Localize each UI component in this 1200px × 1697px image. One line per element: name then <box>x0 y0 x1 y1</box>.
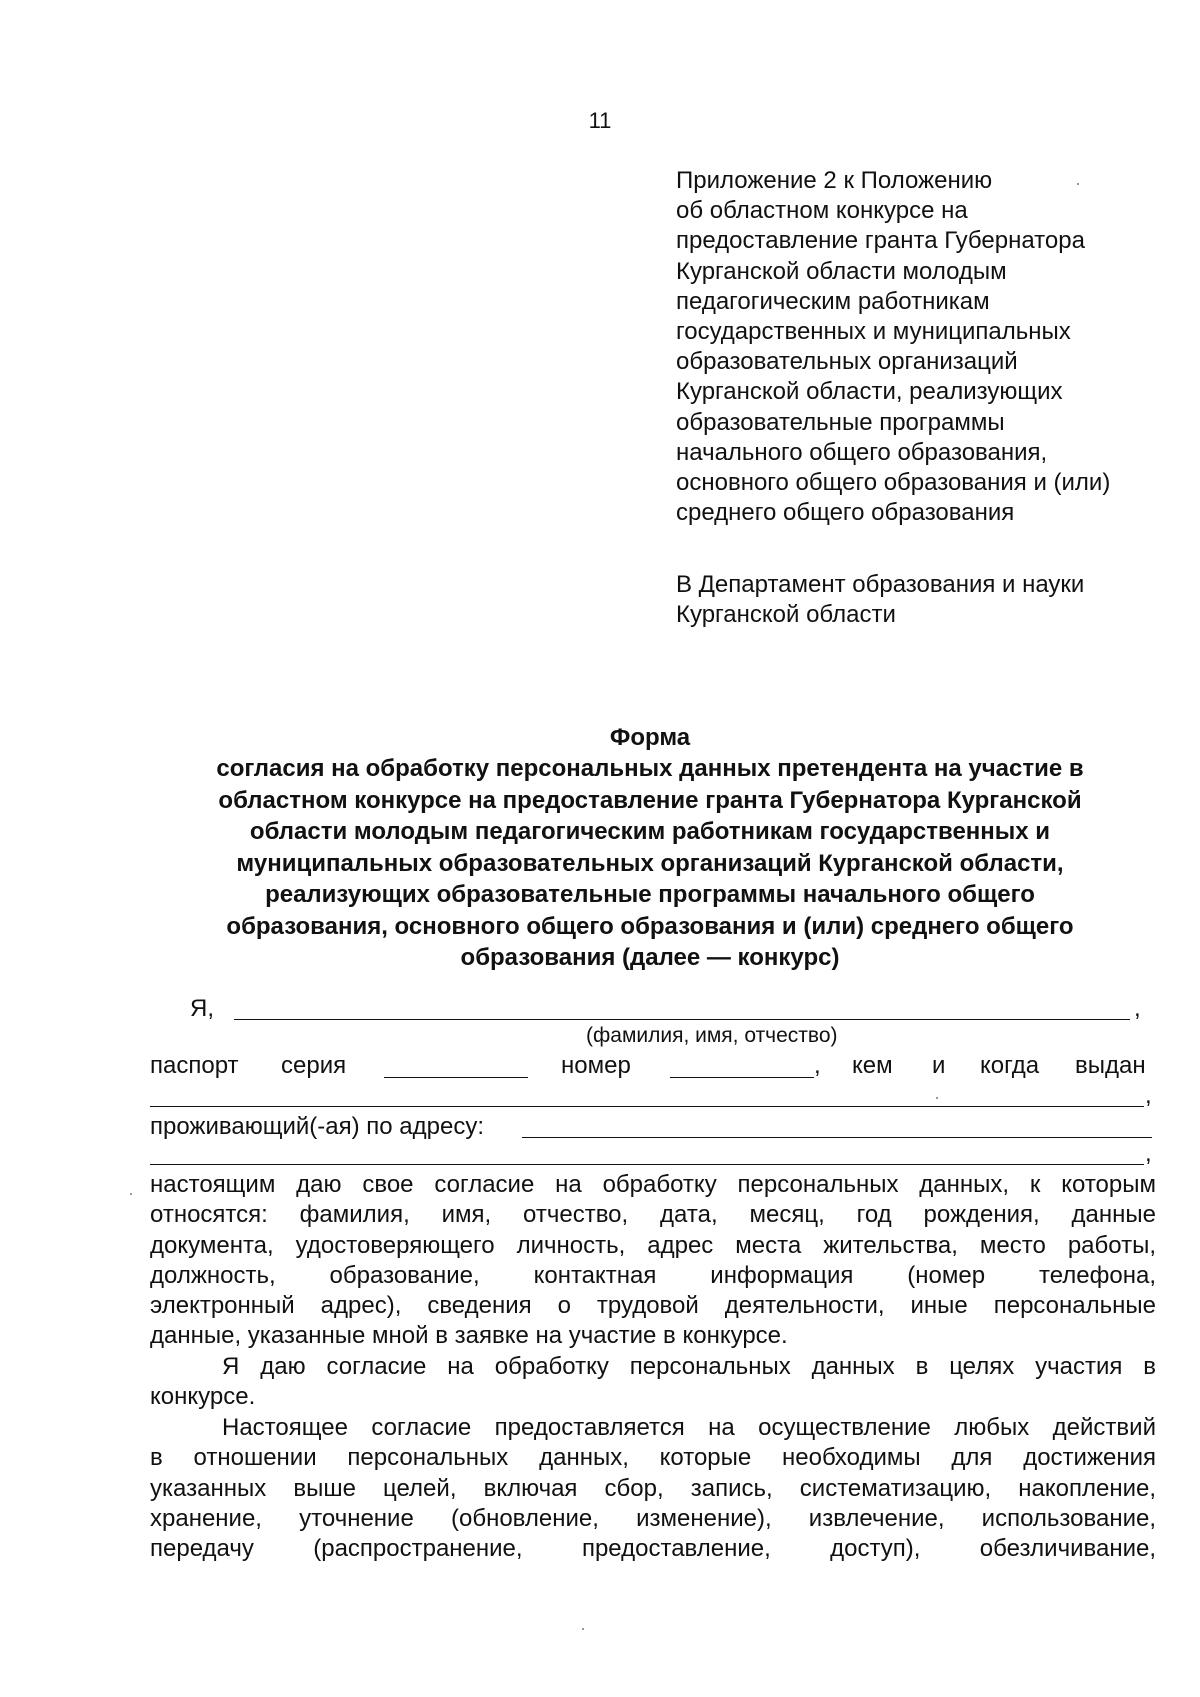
appendix-line: Курганской области молодым <box>676 257 1007 285</box>
scan-speck <box>582 1628 584 1630</box>
paragraph-line: настоящим даю свое согласие на обработку персональных данных, к которым <box>150 1171 1156 1198</box>
form-subtitle <box>150 753 1150 974</box>
series-input-line[interactable] <box>384 1077 528 1078</box>
paragraph-line: хранение, уточнение (обновление, изменение), извлечение, использование, <box>150 1504 1156 1532</box>
appendix-line: предоставление гранта Губернатора <box>676 227 1085 255</box>
series-label: серия <box>281 1052 347 1079</box>
appendix-line: об областном конкурсе на <box>676 197 968 225</box>
paragraph-line: электронный адрес), сведения о трудовой деятельности, иные персональные <box>150 1292 1156 1320</box>
appendix-header <box>676 166 1176 528</box>
subtitle-line: образования (далее — конкурс) <box>460 944 840 971</box>
issued-by-input-line[interactable] <box>150 1106 1144 1107</box>
paragraph-line: Настоящее согласие предоставляется на осуществление любых действий <box>222 1414 1156 1441</box>
addressee-line: В Департамент образования и науки <box>676 571 1085 598</box>
purpose-paragraph <box>150 1352 1156 1413</box>
when-label: когда <box>980 1052 1040 1079</box>
subtitle-line: реализующих образовательные программы начального общего <box>265 881 1035 908</box>
appendix-line: педагогическим работникам <box>676 287 990 315</box>
paragraph-line: данные, указанные мной в заявке на участие в конкурсе. <box>150 1322 788 1350</box>
appendix-line: образовательных организаций <box>676 348 1018 376</box>
addressee-line: Курганской области <box>676 601 896 628</box>
form-title: Форма <box>609 724 691 751</box>
subtitle-line: образования, основного общего образования и (или) среднего общего <box>226 912 1074 940</box>
comma: , <box>1134 995 1141 1022</box>
appendix-line: начального общего образования, <box>676 438 1048 466</box>
comma: , <box>814 1052 821 1079</box>
fio-hint: (фамилия, имя, отчество) <box>586 1024 838 1047</box>
kem-label: кем <box>852 1052 893 1079</box>
appendix-line: образовательные программы <box>676 408 1005 436</box>
scan-speck <box>1077 183 1079 185</box>
consent-paragraph <box>150 1170 1156 1352</box>
appendix-line: основного общего образования и (или) <box>676 469 1111 497</box>
i-label: Я, <box>190 995 214 1022</box>
scan-speck <box>130 1193 132 1195</box>
number-label: номер <box>561 1052 631 1079</box>
paragraph-line: в отношении персональных данных, которые необходимы для достижения <box>150 1444 1156 1472</box>
comma: , <box>1145 1140 1152 1167</box>
comma: , <box>1145 1082 1152 1109</box>
paragraph-line: Я даю согласие на обработку персональных данных в целях участия в <box>222 1353 1156 1380</box>
number-input-line[interactable] <box>670 1077 814 1078</box>
passport-label: паспорт <box>150 1052 239 1079</box>
page-number: 11 <box>588 108 612 133</box>
paragraph-line: должность, образование, контактная информация (номер телефона, <box>150 1261 1156 1289</box>
address-input-line[interactable] <box>522 1137 1152 1138</box>
paragraph-line: передачу (распространение, предоставление, доступ), обезличивание, <box>150 1535 1156 1563</box>
appendix-line: государственных и муниципальных <box>676 318 1071 346</box>
issued-label: выдан <box>1075 1052 1146 1079</box>
scan-speck <box>936 1097 938 1099</box>
appendix-line: среднего общего образования <box>676 499 1015 527</box>
subtitle-line: муниципальных образовательных организаций Курганской области, <box>236 849 1064 877</box>
addressee <box>676 570 1176 630</box>
address-continuation-line[interactable] <box>150 1164 1144 1165</box>
address-label: проживающий(-ая) по адресу: <box>150 1113 484 1140</box>
paragraph-line: относятся: фамилия, имя, отчество, дата, месяц, год рождения, данные <box>150 1201 1156 1229</box>
appendix-line: Приложение 2 к Положению <box>676 167 993 194</box>
subtitle-line: областном конкурсе на предоставление гранта Губернатора Курганской <box>218 786 1082 814</box>
actions-paragraph <box>150 1413 1156 1564</box>
and-label: и <box>932 1052 946 1079</box>
subtitle-line: согласия на обработку персональных данных претендента на участие в <box>216 755 1084 782</box>
subtitle-line: области молодым педагогическим работникам государственных и <box>249 818 1051 845</box>
paragraph-line: указанных выше целей, включая сбор, запись, систематизацию, накопление, <box>150 1474 1156 1502</box>
paragraph-line: конкурсе. <box>150 1383 256 1411</box>
appendix-line: Курганской области, реализующих <box>676 378 1063 406</box>
fio-input-line[interactable] <box>234 1019 1130 1020</box>
paragraph-line: документа, удостоверяющего личность, адрес места жительства, место работы, <box>150 1231 1156 1259</box>
